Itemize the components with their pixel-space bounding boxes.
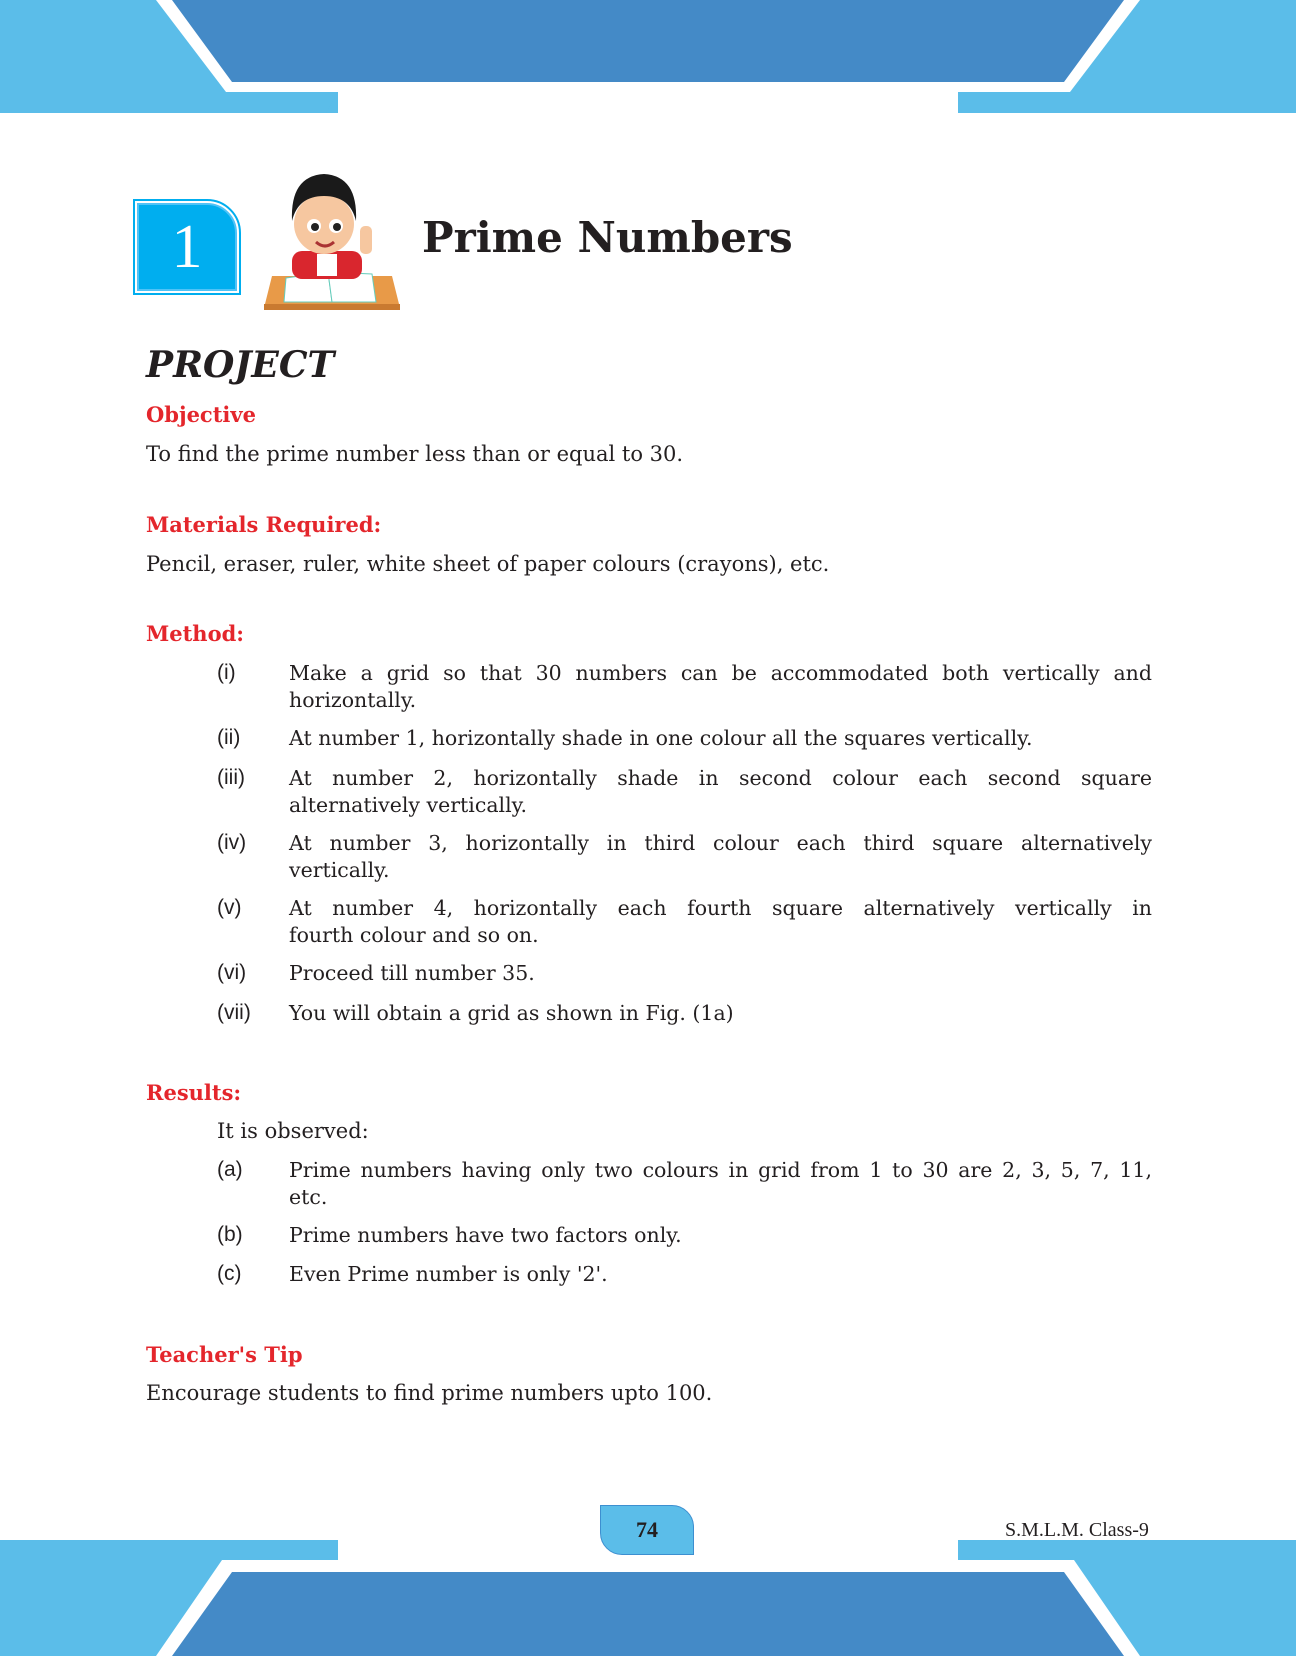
- book-label: S.M.L.M. Class-9: [1005, 1519, 1149, 1541]
- objective-text: To find the prime number less than or equal to 30.: [146, 442, 684, 466]
- list-item-label: (vii): [217, 1001, 251, 1024]
- teacher-tip-heading: Teacher's Tip: [146, 1342, 303, 1367]
- list-item-text: You will obtain a grid as shown in Fig. (1a): [289, 1001, 734, 1025]
- list-item-text: At number 1, horizontally shade in one colour all the squares vertically.: [289, 726, 1033, 750]
- list-item-text: At number 3, horizontally in third colour each third square alternatively: [289, 831, 1152, 855]
- page-number: 74: [600, 1505, 694, 1555]
- list-item-label: (iv): [217, 831, 247, 854]
- method-heading: Method:: [146, 621, 245, 646]
- results-intro: It is observed:: [217, 1119, 369, 1143]
- list-item-label: (iii): [217, 766, 245, 789]
- list-item-text: vertically.: [289, 857, 390, 882]
- list-item-text: Proceed till number 35.: [289, 961, 535, 985]
- list-item-text: alternatively vertically.: [289, 792, 528, 817]
- teacher-tip-text: Encourage students to find prime numbers upto 100.: [146, 1381, 713, 1405]
- objective-heading: Objective: [146, 402, 256, 427]
- list-item-label: (v): [217, 896, 242, 919]
- list-item-text: fourth colour and so on.: [289, 922, 539, 947]
- boy-studying-illustration: [262, 166, 402, 311]
- list-item-text: etc.: [289, 1184, 328, 1209]
- list-item-label: (a): [217, 1158, 243, 1181]
- list-item-text: At number 4, horizontally each fourth square alternatively vertically in: [289, 896, 1152, 920]
- results-heading: Results:: [146, 1080, 242, 1105]
- list-item-text: At number 2, horizontally shade in second colour each second square: [289, 766, 1152, 790]
- section-title: PROJECT: [146, 344, 335, 386]
- chapter-number: 1: [171, 213, 203, 281]
- list-item-text: Even Prime number is only '2'.: [289, 1262, 608, 1286]
- header-banner: [0, 0, 1296, 120]
- list-item-text: Prime numbers having only two colours in grid from 1 to 30 are 2, 3, 5, 7, 11,: [289, 1158, 1152, 1182]
- list-item-label: (vi): [217, 961, 247, 984]
- list-item-text: Prime numbers have two factors only.: [289, 1223, 682, 1247]
- list-item-label: (b): [217, 1223, 243, 1246]
- chapter-title: Prime Numbers: [422, 213, 793, 262]
- list-item-label: (c): [217, 1262, 242, 1285]
- materials-text: Pencil, eraser, ruler, white sheet of paper colours (crayons), etc.: [146, 552, 830, 576]
- list-item-label: (ii): [217, 726, 241, 749]
- list-item-text: Make a grid so that 30 numbers can be accommodated both vertically and: [289, 661, 1152, 685]
- chapter-number-box: [137, 203, 237, 291]
- materials-heading: Materials Required:: [146, 512, 382, 537]
- list-item-text: horizontally.: [289, 687, 417, 712]
- list-item-label: (i): [217, 661, 236, 684]
